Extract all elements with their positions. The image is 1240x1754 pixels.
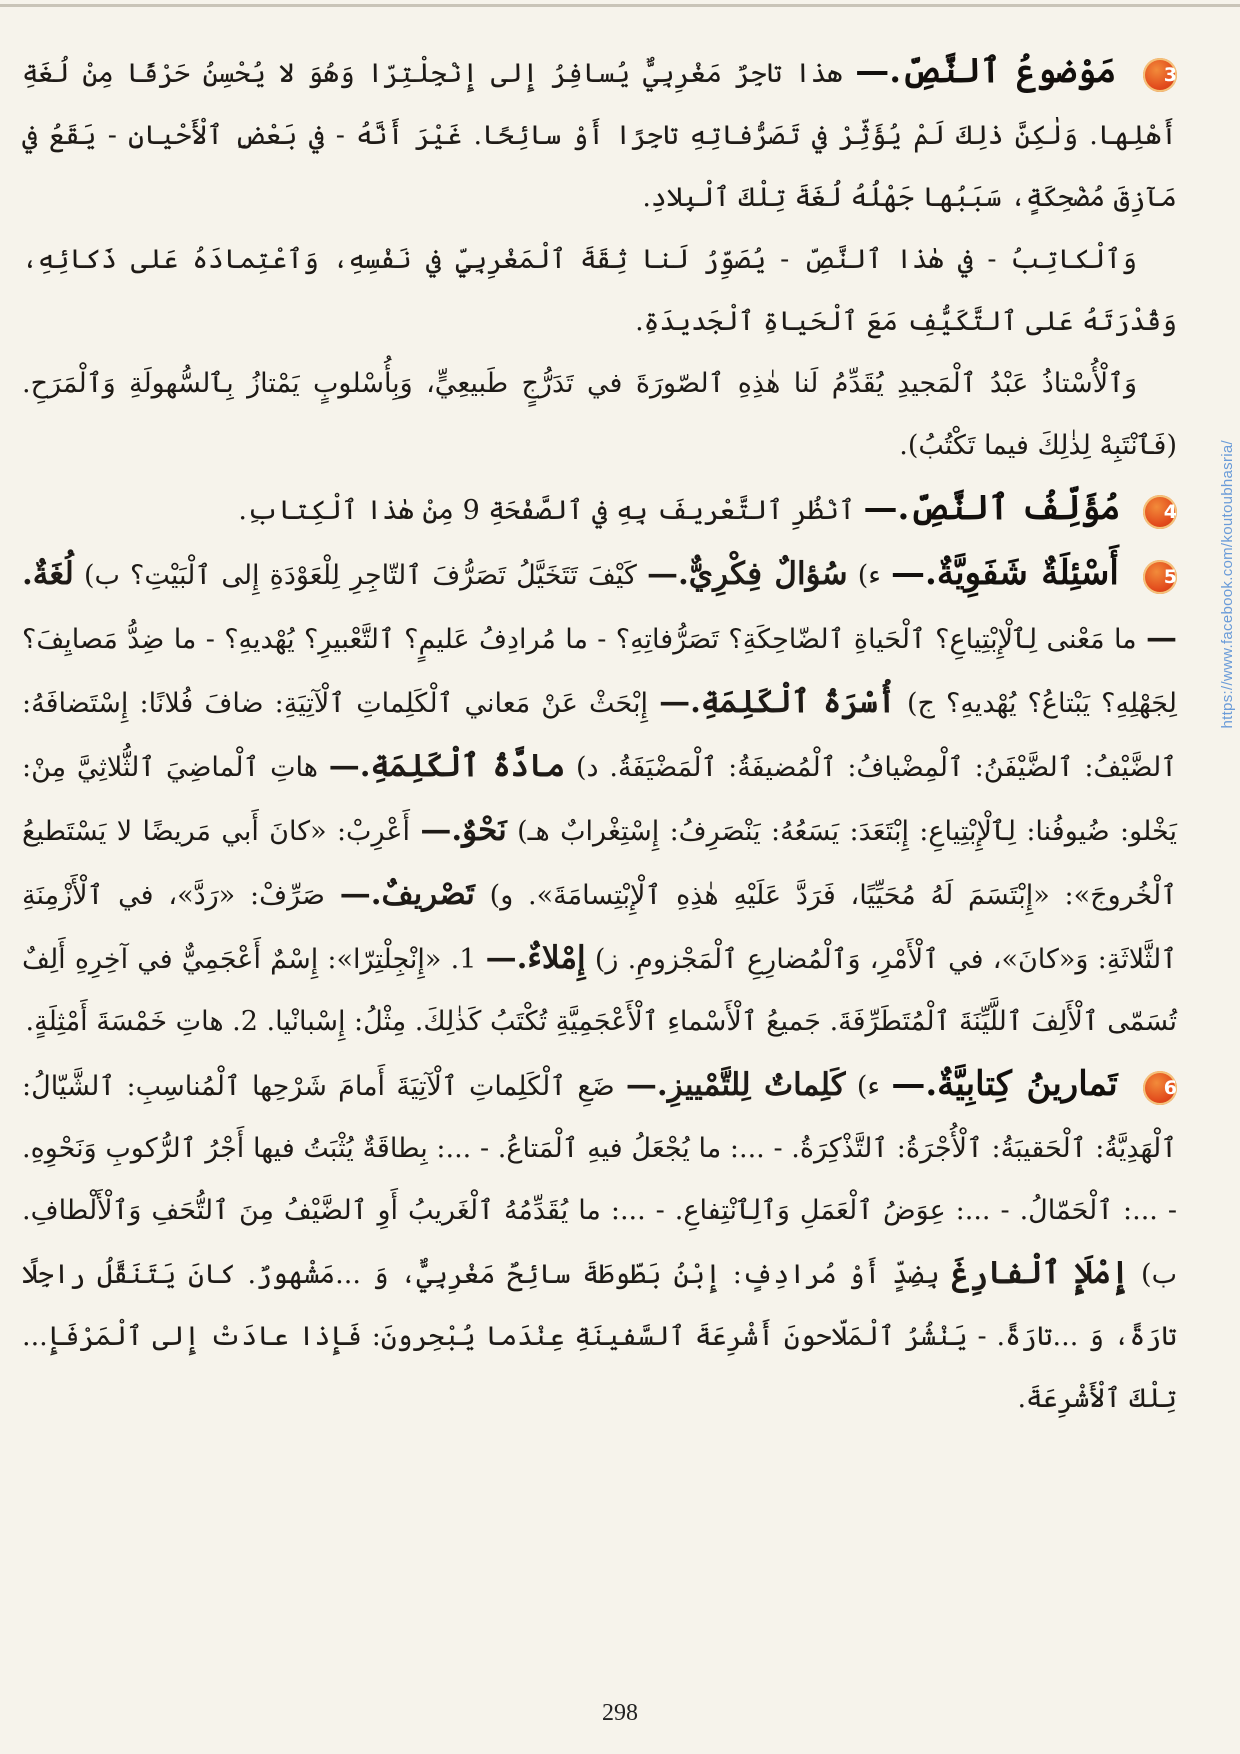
section-3-text-3: وَٱلْأُسْتاذُ عَبْدُ ٱلْمَجيدِ يُقَدِّمُ لَنا هٰذِهِ ٱلصّورَةَ في تَدَرُّجٍ طَبيعِيٍّ، وَبِأُسْلوبٍ يَمْتازُ بِٱلسُّهولَةِ وَٱلْمَرَحِ. (فَٱنْتَبِهْ لِذٰلِكَ فيما تَكْتُبُ). xyxy=(22,368,1177,461)
item-label: ز) xyxy=(594,944,619,975)
item-label: د) xyxy=(576,752,599,783)
section-number-badge: 6 xyxy=(1143,1071,1177,1105)
thought-question-text: كَيْفَ تَتَخَيَّلُ تَصَرُّفَ ٱلتّاجِرِ لِلْعَوْدَةِ إِلى ٱلْبَيْتِ؟ xyxy=(130,560,637,591)
section-6-heading: تَمارينُ كِتابِيَّةٌ.— xyxy=(891,1064,1118,1104)
distinguishing-words-text: ضَعِ ٱلْكَلِماتِ ٱلْآتِيَةَ أَمامَ شَرْحِها ٱلْمُناسِبِ: ٱلشَّيّالُ: ٱلْهَدِيَّةُ: ٱلْحَقيبَةُ: ٱلْأُجْرَةُ: ٱلتَّذْكِرَةُ. - ...: ما يُجْعَلُ فيهِ ٱلْمَتاعُ. - ...: بِطاقَةٌ يُثْبَتُ فيها أَجْرُ ٱلرُّكوبِ وَنَحْوِهِ. - ...: ٱلْحَمّالُ. - ...: عِوَضُ ٱلْعَمَلِ وَٱلِٱنْتِفاعِ. - ...: ما يُقَدِّمُهُ ٱلْغَريبُ أَوِ ٱلضَّيْفُ مِنَ ٱلتُّحَفِ وَٱلْأَلْطافِ. xyxy=(22,1071,1177,1226)
section-3-paragraph-3 xyxy=(22,353,1177,477)
section-number-badge: 3 xyxy=(1143,58,1177,92)
page-number: 298 xyxy=(602,1700,638,1726)
section-4-text: ٱنْظُرِ ٱلتَّعْريفَ بِهِ في ٱلصَّفْحَةِ 9 مِنْ هٰذا ٱلْكِتابِ. xyxy=(238,495,855,526)
item-label: ء) xyxy=(856,1071,881,1102)
section-3-paragraph-1 xyxy=(22,40,1177,229)
section-3-heading: مَوْضوعُ ٱلنَّصِّ.— xyxy=(855,51,1117,91)
grammar-text: أَعْرِبْ: «كانَ أَبي مَريضًا لا يَسْتَطيعُ ٱلْخُروجَ»: «إِبْتَسَمَ لَهُ مُحَيِّيًا، فَرَدَّ عَلَيْهِ هٰذِهِ ٱلْإِبْتِسامَةَ». xyxy=(22,816,1177,911)
item-label: ج) xyxy=(906,688,935,719)
page-top-edge xyxy=(0,4,1240,7)
section-6-paragraph xyxy=(22,1053,1177,1430)
subheading-conjugation: تَصْريفٌ.— xyxy=(339,876,475,912)
section-3-text-1: هذا تاجِرٌ مَغْرِبِيٌّ يُسافِرُ إِلى إِنْجِلْتِرّا وَهُوَ لا يُحْسِنُ حَرْفًا مِنْ لُغَةِ أَهْلِها. وَلٰكِنَّ ذٰلِكَ لَمْ يُؤَثِّرْ في تَصَرُّفاتِهِ تاجِرًا أَوْ سائِحًا. غَيْرَ أَنَّهُ - في بَعْضِ ٱلْأَحْيانِ - يَقَعُ في مَآزِقَ مُضْحِكَةٍ، سَبَبُها جَهْلُهُ لُغَةَ تِلْكَ ٱلْبِلادِ. xyxy=(22,58,1177,213)
subheading-word-family: أُسْرَةُ ٱلْكَلِمَةِ.— xyxy=(659,684,896,720)
word-root-text: هاتِ ٱلْماضِيَ ٱلثُّلاثِيَّ مِنْ: يَخْلو: ضُيوفُنا: لِٱلْإِبْتِياعِ: إِبْتَعَدَ: يَسَعُهُ: يَنْصَرِفُ: إِسْتِغْرابٌ xyxy=(22,752,1177,847)
item-label: ء) xyxy=(857,560,881,591)
section-number-badge: 5 xyxy=(1143,560,1177,594)
word-family-text: إِبْحَثْ عَنْ مَعاني ٱلْكَلِماتِ ٱلْآتِيَةِ: ضافَ فُلانًا: إِسْتَضافَهُ: ٱلضَّيْفُ: ٱلضَّيْفَنُ: ٱلْمِضْيافُ: ٱلْمُضيفَةُ: ٱلْمَضْيَفَةُ. xyxy=(22,688,1177,783)
section-number-badge: 4 xyxy=(1143,495,1177,529)
item-label: ب) xyxy=(83,560,120,591)
section-4-heading: مُؤَلِّفُ ٱلنَّصِّ.— xyxy=(863,488,1121,528)
subheading-distinguishing-words: كَلِماتٌ لِلتَّمْييزِ.— xyxy=(625,1067,846,1103)
conjugation-text: صَرِّفْ: «رَدَّ»، في ٱلْأَزْمِنَةِ ٱلثَّلاثَةِ: وَ«كانَ»، في ٱلْأَمْرِ، وَٱلْمُضارِعِ ٱلْمَجْزومِ. xyxy=(22,880,1177,975)
subheading-thought-question: سُؤالٌ فِكْرِيٌّ.— xyxy=(647,556,848,592)
fill-blank-text: بِضِدٍّ أَوْ مُرادِفٍ: إِبْنُ بَطّوطَةَ سائِحٌ مَغْرِبِيٌّ، وَ ...مَشْهورٌ. كانَ يَتَنَقَّلُ راجِلًا تارَةً، وَ ...تارَةً. - يَنْشُرُ ٱلْمَلّاحونَ أَشْرِعَةَ ٱلسَّفينَةِ عِنْدَما يُبْحِرونَ: فَإِذا عادَتْ إِلى ٱلْمَرْفَإِ... تِلْكَ ٱلْأَشْرِعَةَ. xyxy=(22,1259,1177,1414)
subheading-grammar: نَحْوٌ.— xyxy=(420,812,507,848)
subheading-word-root: مادَّةُ ٱلْكَلِمَةِ.— xyxy=(328,748,566,784)
source-url-watermark: https://www.facebook.com/koutoubhasria/ xyxy=(1219,440,1236,729)
item-label: و) xyxy=(489,880,514,911)
item-label: ب) xyxy=(1141,1259,1177,1290)
section-4-paragraph xyxy=(22,477,1177,542)
dictation-text: 1. «إِنْجِلْتِرّا»: إِسْمٌ أَعْجَمِيٌّ في آخِرِهِ أَلِفٌ تُسَمّى ٱلْأَلِفَ ٱللَّيِّنَةَ ٱلْمُتَطَرِّفَةَ. جَميعُ ٱلْأَسْماءِ ٱلْأَعْجَمِيَّةِ تُكْتَبُ كَذٰلِكَ. مِثْلُ: إِسْبانْيا. 2. هاتِ خَمْسَةَ أَمْثِلَةٍ. xyxy=(22,944,1177,1037)
section-3-paragraph-2 xyxy=(22,229,1177,353)
subheading-language: لُغَةٌ.— xyxy=(22,556,1177,656)
language-text: ما مَعْنى لِٱلْإِبْتِياعِ؟ ٱلْحَياةِ ٱلضّاحِكَةِ؟ تَصَرُّفاتِهِ؟ - ما مُرادِفُ عَليمٍ؟ ٱلتَّعْبيرِ؟ يُهْديهِ؟ - ما ضِدُّ مَصايِفَ؟ لِجَهْلِهِ؟ يَبْتاعُ؟ يُهْديهِ؟ xyxy=(22,624,1177,719)
page-content xyxy=(22,40,1177,1430)
section-5-paragraph xyxy=(22,542,1177,1053)
section-3-text-2: وَٱلْكاتِبُ - في هٰذا ٱلنَّصِّ - يُصَوِّرُ لَنا ثِقَةَ ٱلْمَغْرِبِيِّ في نَفْسِهِ، وَٱعْتِمادَهُ عَلى ذَكائِهِ، وَقُدْرَتَهُ عَلى ٱلتَّكَيُّفِ مَعَ ٱلْحَياةِ ٱلْجَديدَةِ. xyxy=(22,244,1177,337)
subheading-fill-blank: إِمْلَإِ ٱلْفارِغَ xyxy=(951,1255,1130,1291)
item-label: هـ) xyxy=(517,816,550,847)
subheading-dictation: إِمْلاءٌ.— xyxy=(485,940,586,976)
section-5-heading: أَسْئِلَةٌ شَفَوِيَّةٌ.— xyxy=(891,553,1119,593)
